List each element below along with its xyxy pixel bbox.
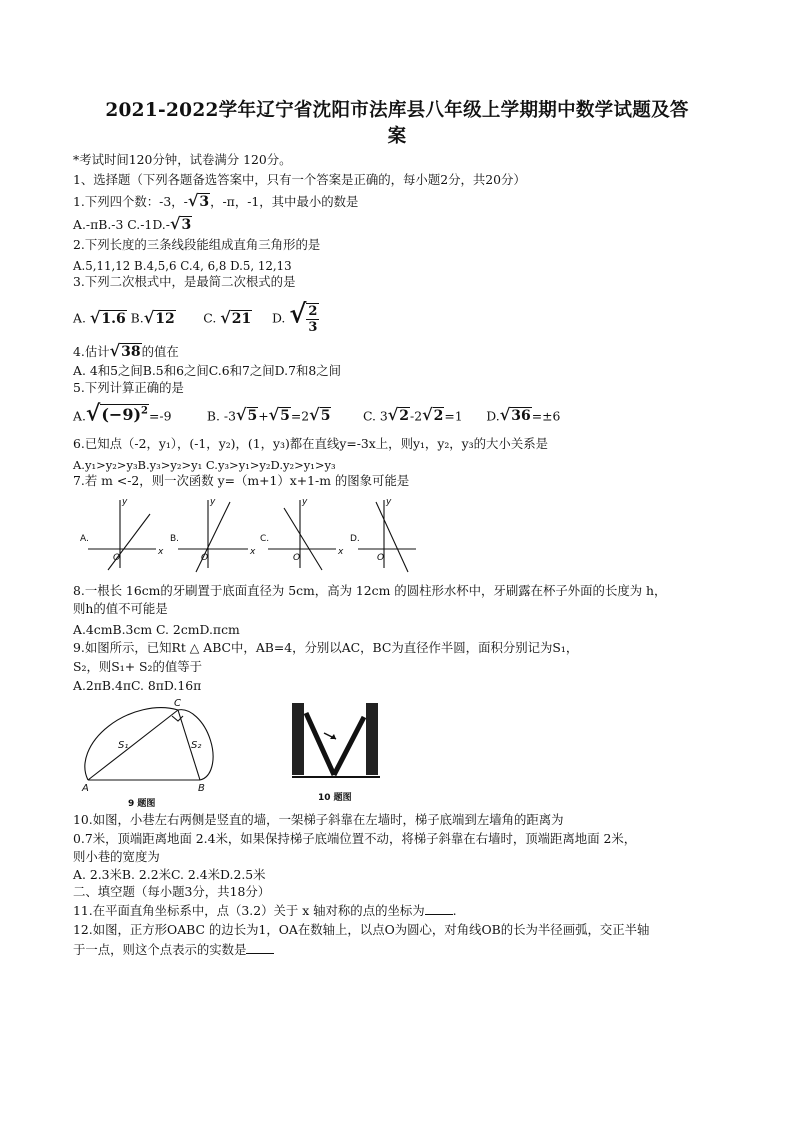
question-2-stem: 2.下列长度的三条线段能组成直角三角形的是 [73,237,321,252]
q5-b-plus: + [258,408,269,424]
q1-text-b: ，-π，-1，其中最小的数是 [210,194,359,209]
graph-d-label: D. [350,534,360,544]
q5-d-result: =±6 [531,408,561,424]
q3-d-denominator: 3 [308,320,318,335]
graph-a-label: A. [80,534,89,544]
q5-d-radicand: 36 [511,408,531,425]
q3-radicand-a: 1.6 [101,310,126,327]
graph-c-label: C. [260,534,270,544]
question-1-options [73,216,192,233]
q3-option-c-label: C. [203,310,217,326]
q1-radicand-1: 3 [199,194,210,210]
section-1-heading: 1、选择题（下列各题备选答案中，只有一个答案是正确的，每小题2分，共20分） [73,172,526,187]
sqrt-5-b1: √5 [235,405,258,425]
document-title [60,98,734,150]
sqrt-two-thirds: √ $\frac{2}{3}$ [289,299,318,335]
question-7-graph-options [78,494,418,574]
graph-d-y-axis: y [386,497,392,507]
fig9-point-a: A [82,783,89,794]
sqrt-38: √38 [109,341,141,360]
question-2-options: A.5,11,12 B.4,5,6 C.4, 6,8 D.5, 12,13 [73,259,292,273]
q3-option-a-label: A. [73,310,86,326]
figure-10-alley [292,703,382,783]
question-10-options: A. 2.3米B. 2.2米C. 2.4米D.2.5米 [73,867,266,882]
q1-options-text: A.-πB.-3 C.-1D.- [73,217,170,232]
question-8-line-2: 则h的值不可能是 [73,601,168,616]
q12-text: 于一点，则这个点表示的实数是 [73,942,247,957]
figure-9-semicircles [78,694,238,794]
section-2-heading: 二、填空题（每小题3分，共18分） [73,884,271,899]
question-11 [73,903,457,919]
sqrt-21: √21 [220,307,252,327]
graph-c-y-axis: y [302,497,308,507]
question-4-options: A. 4和5之间B.5和6之间C.6和7之间D.7和8之间 [73,363,342,378]
fig9-point-b: B [198,783,205,794]
q5-b-result: =2 [290,408,310,424]
q5-c-radicand-1: 2 [399,408,410,425]
q5-c-radicand-2: 2 [433,408,444,425]
q3-radicand-b: 12 [155,310,175,327]
question-6-options: A.y₁>y₂>y₃B.y₃>y₂>y₁ C.y₃>y₁>y₂D.y₂>y₁>y₃ [73,458,336,472]
question-9-options: A.2πB.4πC. 8πD.16π [73,678,202,693]
q1-radicand-2: 3 [181,217,192,233]
q5-option-d-label: D. [486,408,500,424]
sqrt-2-c1: √2 [387,405,410,425]
question-9-line-1: 9.如图所示，已知Rt △ ABC中，AB=4，分别以AC，BC为直径作半圆，面积分别记为S₁， [73,640,579,655]
question-12-line-1: 12.如图，正方形OABC 的边长为1，OA在数轴上，以点O为圆心，对角线OB的长为半径画弧，交正半轴 [73,922,650,937]
figure-9-svg [78,694,238,794]
q11-text-a: 11.在平面直角坐标系中，点（3.2）关于 x 轴对称的点的坐标为 [73,903,425,918]
q1-text-a: 1.下列四个数：-3，- [73,194,188,209]
figure-9-caption: 9 题图 [128,799,156,809]
question-5-stem: 5.下列计算正确的是 [73,380,184,395]
q5-a-exponent: 2 [141,406,149,417]
q3-option-d-label: D. [271,310,286,326]
q11-answer-blank [425,903,453,915]
q5-a-result: =-9 [149,408,172,424]
figure-10-svg [292,703,382,783]
question-6-stem: 6.已知点（-2，y₁），(-1，y₂)，(1，y₃)都在直线y=-3x上，则y₁，y₂，y₃的大小关系是 [73,436,548,451]
q11-text-b: . [452,903,457,918]
question-7-graphs-svg [78,494,418,574]
fig9-point-c: C [174,698,181,709]
graph-a-y-axis: y [122,497,128,507]
question-9-line-2: S₂，则S₁+ S₂的值等于 [73,659,203,674]
graph-b-label: B. [170,534,180,544]
question-8-line-1: 8.一根长 16cm的牙刷置于底面直径为 5cm，高为 12cm 的圆柱形水杯中，牙刷露在杯子外面的长度为 h， [73,583,667,598]
question-7-stem: 7.若 m <-2，则一次函数 y=（m+1）x+1-m 的图象可能是 [73,473,410,488]
question-3-options [73,299,319,339]
q5-a-body: (−9) [101,405,142,425]
graph-b-x-axis: x [250,547,256,557]
q4-text-b: 的值在 [141,344,179,359]
q5-c-result: =1 [444,408,463,424]
graph-b-origin: O [201,553,209,563]
question-4-stem [73,343,179,360]
q3-radicand-c: 21 [231,310,252,327]
sqrt-1-6: √1.6 [89,307,126,327]
q5-c-minus: -2 [410,408,423,424]
question-10-line-2: 0.7米，顶端距离地面 2.4米，如果保持梯子底端位置不动，将梯子斜靠在右墙时，顶端距离地面 2米， [73,831,637,846]
sqrt-5-b3: √5 [309,405,331,425]
title-line-1: 2021-2022学年辽宁省沈阳市法库县八年级上学期期中数学试题及答 [105,100,689,121]
graph-d-origin: O [377,553,385,563]
graph-c-x-axis: x [338,547,344,557]
q5-option-c-label: C. 3 [362,408,388,424]
sqrt-36: √36 [499,405,531,425]
question-8-options: A.4cmB.3cm C. 2cmD.πcm [73,622,240,637]
q4-text-a: 4.估计 [73,344,110,359]
fig9-area-s2: S₂ [191,740,202,751]
question-1-stem [73,193,358,210]
fig9-area-s1: S₁ [118,740,129,751]
title-line-2: 案 [387,126,407,147]
question-10-line-1: 10.如图，小巷左右两侧是竖直的墙，一架梯子斜靠在左墙时，梯子底端到左墙角的距离为 [73,812,564,827]
graph-a-x-axis: x [158,547,164,557]
graph-a-origin: O [113,553,121,563]
q3-option-b-label: B. [130,310,144,326]
graph-b-y-axis: y [210,497,216,507]
q5-b-radicand-1: 5 [247,408,258,425]
sqrt-5-b2: √5 [268,405,290,425]
sqrt-2-c2: √2 [422,405,444,425]
question-3-stem: 3.下列二次根式中，是最简二次根式的是 [73,274,296,289]
exam-intro: *考试时间120分钟，试卷满分 120分。 [73,152,292,167]
q5-b-radicand-3: 5 [320,408,331,425]
sqrt-neg9-squared: $√(-9)^2$ [85,400,149,427]
q3-d-numerator: 2 [308,304,318,319]
graph-c-origin: O [293,553,301,563]
q12-answer-blank [246,942,274,954]
q5-option-b-label: B. -3 [206,408,236,424]
sqrt-3-option-d: √3 [169,214,192,233]
q4-radicand: 38 [121,344,141,360]
sqrt-3-expression: √3 [187,191,210,210]
q5-b-radicand-2: 5 [280,408,290,425]
question-10-line-3: 则小巷的宽度为 [73,849,160,864]
sqrt-12: √12 [143,307,175,327]
question-12-line-2 [73,942,274,958]
q5-option-a-label: A. [73,408,86,424]
figure-10-caption: 10 题图 [318,793,352,803]
question-5-options [73,400,561,432]
